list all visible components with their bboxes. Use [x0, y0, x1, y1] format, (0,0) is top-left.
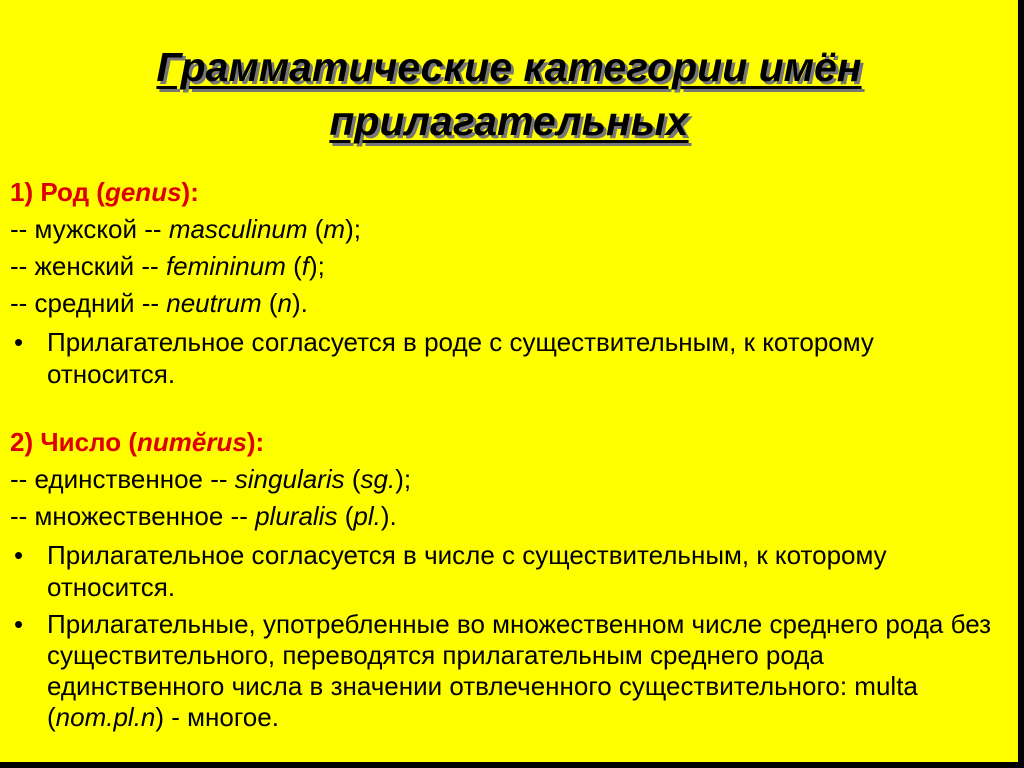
number-row-singular: -- единственное -- singularis (sg.); — [10, 464, 412, 494]
section-gender-heading: 1) Род (genus): — [10, 177, 199, 207]
number-agreement-bullet: • Прилагательное согласуется в числе с существительным, к которому относится. — [14, 540, 887, 602]
slide-title — [0, 40, 1018, 148]
gender-row-masculine: -- мужской -- masculinum (m); — [10, 214, 361, 244]
title-line-2: прилагательных — [329, 98, 689, 144]
gender-row-neuter: -- средний -- neutrum (n). — [10, 288, 308, 318]
neuter-plural-bullet: • Прилагательные, употребленные во множественном числе среднего рода без существительного, переводятся прилагательным среднего рода единственного числа в значении отвлеченного существительного: multa (nom.pl.n) - многое. — [14, 609, 992, 732]
bullet-icon: • — [14, 540, 24, 570]
number-row-plural: -- множественное -- pluralis (pl.). — [10, 501, 397, 531]
title-line-1: Грамматические категории имён — [156, 44, 862, 90]
gender-agreement-bullet: • Прилагательное согласуется в роде с существительным, к которому относится. — [14, 327, 874, 389]
slide-content — [10, 174, 1005, 733]
gender-row-feminine: -- женский -- femininum (f); — [10, 251, 325, 281]
bullet-icon: • — [14, 327, 24, 357]
bullet-icon: • — [14, 609, 24, 639]
section-number-heading: 2) Число (numĕrus): — [10, 427, 265, 457]
